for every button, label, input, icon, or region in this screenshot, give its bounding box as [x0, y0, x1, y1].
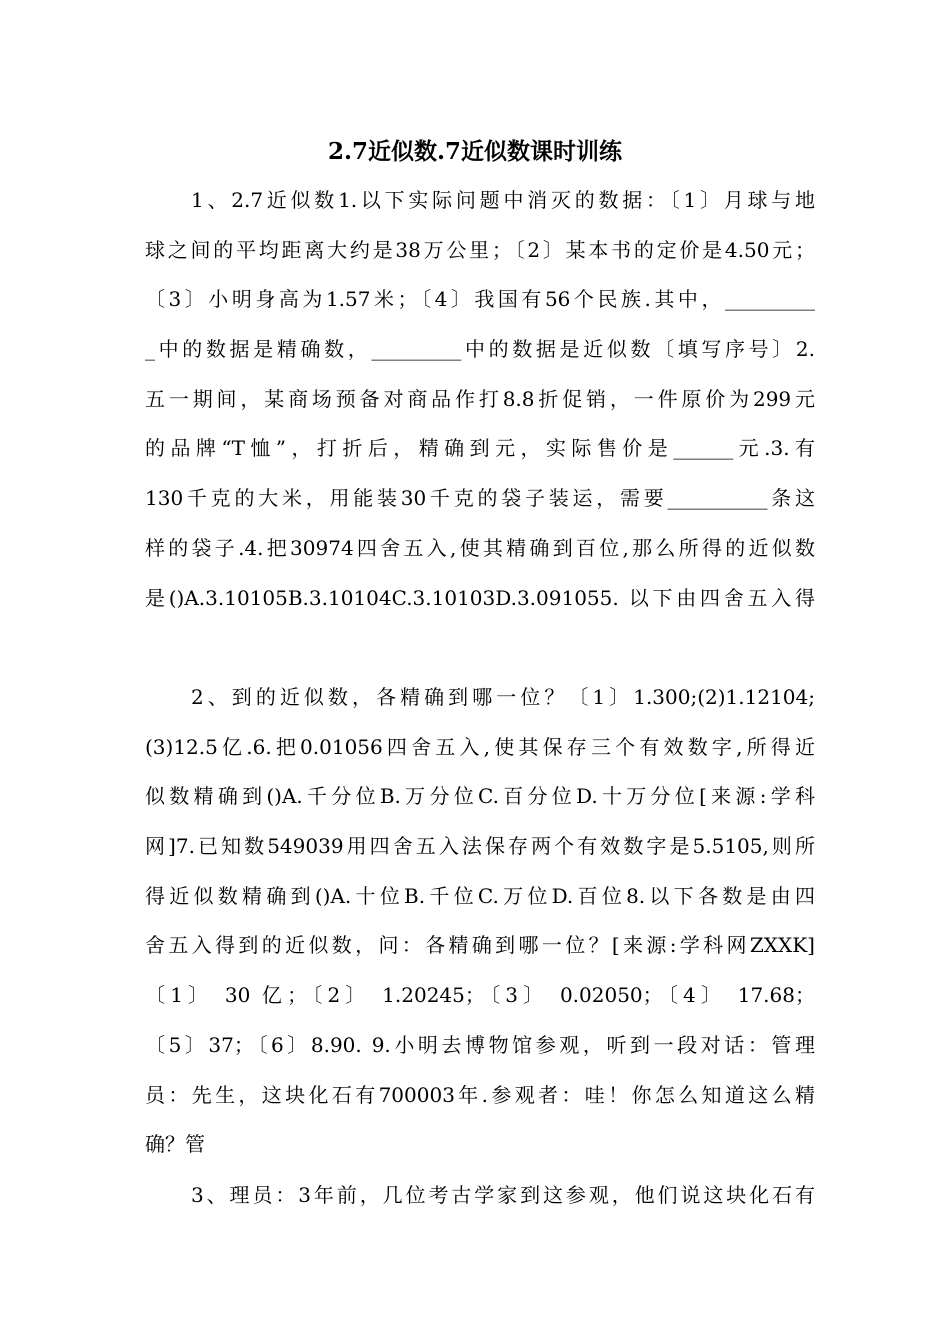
- paragraph-1: [145, 176, 815, 623]
- paragraph-2: [145, 673, 815, 1170]
- text-line: 球之间的平均距离大约是38万公里；〔2〕某本书的定价是4.50元；: [145, 237, 815, 262]
- text-line: 3、理员：3年前，几位考古学家到这参观，他们说这块化石有: [191, 1183, 815, 1207]
- text-line: 2、到的近似数，各精确到哪一位？〔1〕1.300;(2)1.12104;: [191, 685, 815, 709]
- text-line: (3)12.5亿.6.把0.01056四舍五入,使其保存三个有效数字,所得近: [145, 734, 815, 759]
- text-line: 五一期间，某商场预备对商品作打8.8折促销，一件原价为299元: [145, 386, 815, 411]
- text-line: 样的袋子.4.把30974四舍五入,使其精确到百位,那么所得的近似数: [145, 535, 815, 560]
- text-line: 1、2.7近似数1.以下实际问题中消灭的数据：〔1〕月球与地: [191, 188, 815, 212]
- text-line: 员：先生，这块化石有700003年.参观者：哇！你怎么知道这么精: [145, 1082, 815, 1107]
- text-line: 〔1〕 30 亿；〔2〕 1.20245；〔3〕 0.02050；〔4〕 17.68；: [145, 983, 815, 1008]
- text-line: _中的数据是精确数，_________中的数据是近似数〔填写序号〕2.: [145, 337, 815, 362]
- text-line: 的品牌“T恤”，打折后，精确到元，实际售价是______元.3.有: [145, 436, 815, 461]
- text-line: 130千克的大米，用能装30千克的袋子装运，需要__________条这: [145, 486, 815, 511]
- text-line: 确？管: [145, 1132, 205, 1157]
- text-line: 〔5〕37；〔6〕8.90. 9.小明去博物馆参观，听到一段对话：管理: [145, 1032, 815, 1057]
- text-line: 舍五入得到的近似数，问：各精确到哪一位？[来源:学科网ZXXK]: [145, 933, 815, 958]
- text-line: 网]7.已知数549039用四舍五入法保存两个有效数字是5.5105,则所: [145, 834, 815, 859]
- paragraph-3: [145, 1171, 815, 1221]
- text-line: 似数精确到()A.千分位B.万分位C.百分位D.十万分位[来源:学科: [145, 784, 815, 809]
- document-title: 2.7近似数.7近似数课时训练: [327, 138, 623, 165]
- text-line: 是()A.3.10105B.3.10104C.3.10103D.3.091055. 以下由四舍五入得: [145, 585, 815, 610]
- text-line: 得近似数精确到()A.十位B.千位C.万位D.百位8.以下各数是由四: [145, 883, 815, 908]
- text-line: 〔3〕小明身高为1.57米；〔4〕我国有56个民族.其中，_________: [145, 287, 815, 312]
